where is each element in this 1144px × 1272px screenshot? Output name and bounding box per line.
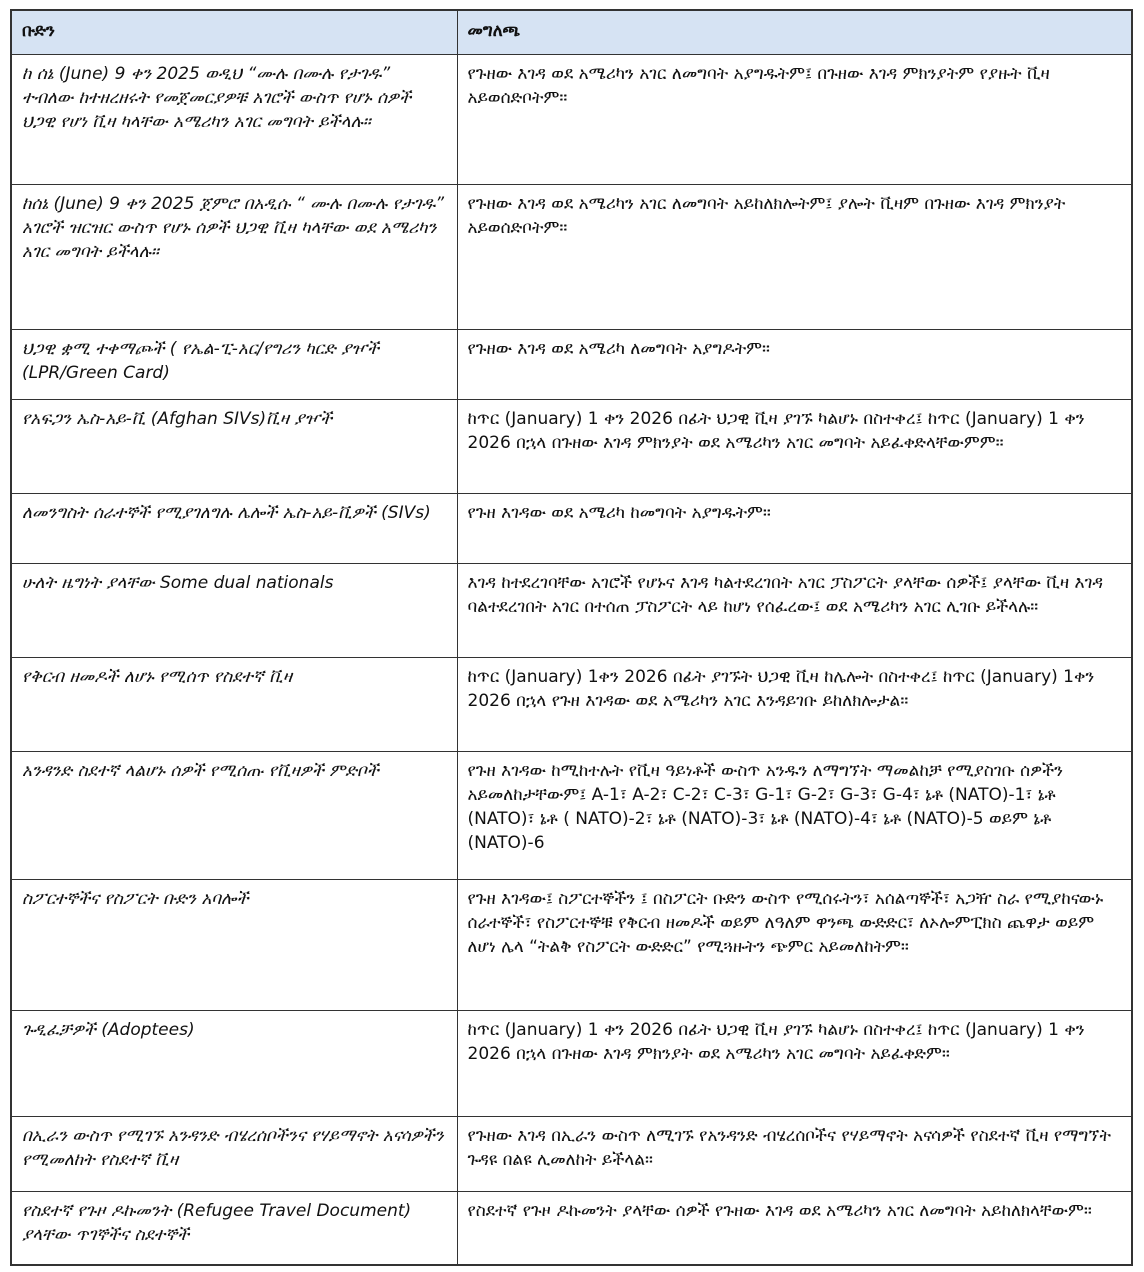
table-row [11, 751, 1132, 879]
table-row [11, 184, 1132, 329]
group-cell: የስደተኛ የጉዞ ዶኩመንት (Refugee Travel Document) ያላቸው ጥገኞችና ስደተኞች [11, 1191, 457, 1265]
table-header-row [11, 10, 1132, 54]
description-cell: ከጥር (January) 1 ቀን 2026 በፊት ህጋዊ ቪዛ ያገኙ ካልሆኑ በስተቀረ፤ ከጥር (January) 1 ቀን 2026 በኋላ በጉዘው እገዳ ምክንያት ወደ አሜሪካን አገር መግባት አይፈቀድላቸውምም። [457, 399, 1132, 493]
group-cell: ህጋዊ ቋሚ ተቀማጮች ( የኤል-ፒ-አር/የግሪን ካርድ ያዦች (LPR/Green Card) [11, 329, 457, 399]
description-cell: የጉዘ እገዳው ወደ አሜሪካ ከመግባት አያግዱትም። [457, 493, 1132, 563]
table-row [11, 879, 1132, 1010]
group-cell: የቅርብ ዘመዶች ለሆኑ የሚሰጥ የስደተኛ ቪዛ [11, 657, 457, 751]
description-cell: የጉዘ እገዳው፤ ስፖርተኞችን ፤ በስፖርት ቡድን ውስጥ የሚሰሩትን፣ አሰልጣኞች፣ አጋዥ ስራ የሚያከናውኑ ሰራተኞች፣ የስፖርተኞቹ የቅርብ ዘመዶች ወይም ለዓለም ዋንጫ ውድድር፣ ለኦሎምፒክስ ጨዋታ ወይም ለሆነ ሌላ “ትልቅ የስፖርት ውድድር” የሚጓዙትን ጭምር አይመለከትም። [457, 879, 1132, 1010]
group-cell: ጉዲፈቻዎች (Adoptees) [11, 1010, 457, 1116]
table-row [11, 1191, 1132, 1265]
column-header-description: መግለጫ [457, 10, 1132, 54]
description-cell: እገዳ ከተደረገባቸው አገሮች የሆኑና እገዳ ካልተደረገበት አገር ፓስፖርት ያላቸው ሰዎች፤ ያላቸው ቪዛ እገዳ ባልተደረገበት አገር በተሰጠ ፓስፖርት ላይ ከሆነ የሰፈረው፤ ወደ አሜሪካን አገር ሊገቡ ይችላሉ። [457, 563, 1132, 657]
table-row [11, 54, 1132, 184]
description-cell: የጉዘው እገዳ በኢራን ውስጥ ለሚገኙ የአንዳንድ ብሄረሰቦችና የሃይማኖት አናሳዎች የስደተኛ ቪዛ የማግኘት ጉዳዩ በልዩ ሊመለከት ይችላል። [457, 1116, 1132, 1191]
document [10, 9, 1131, 1266]
description-cell: ከጥር (January) 1 ቀን 2026 በፊት ህጋዊ ቪዛ ያገኙ ካልሆኑ በስተቀረ፤ ከጥር (January) 1 ቀን 2026 በኋላ በጉዘው እገዳ ምክንያት ወደ አሜሪካን አገር መግባት አይፈቀድም። [457, 1010, 1132, 1116]
group-cell: ሁለት ዜግነት ያላቸው Some dual nationals [11, 563, 457, 657]
column-header-group: ቡድን [11, 10, 457, 54]
description-cell: የጉዘው እገዳ ወደ አሜሪካ ለመግባት አያግዶትም። [457, 329, 1132, 399]
description-cell: የጉዘ እገዳው ከሚከተሉት የቪዛ ዓይነቶች ውስጥ አንዱን ለማግኘት ማመልከቻ የሚያስገቡ ሰዎችን አይመለከታቸውም፤ A-1፣ A-2፣ C-2፣ C-3፣ G-1፣ G-2፣ G-3፣ G-4፣ ኔቶ (NATO)-1፣ ኔቶ (NATO)፣ ኔቶ ( NATO)-2፣ ኔቶ (NATO)-3፣ ኔቶ (NATO)-4፣ ኔቶ (NATO)-5 ወይም ኔቶ (NATO)-6 [457, 751, 1132, 879]
group-cell: ከሰኔ (June) 9 ቀን 2025 ጀምሮ በአዲሱ “ ሙሉ በሙሉ የታገዱ” አገሮች ዝርዝር ውስጥ የሆኑ ሰዎች ህጋዊ ቪዛ ካላቸው ወደ አሜሪካን አገር መግባት ይችላሉ። [11, 184, 457, 329]
group-cell: የአፍጋን ኤስ-አይ-ቪ (Afghan SIVs)ቪዛ ያዦች [11, 399, 457, 493]
description-cell: የጉዘው እገዳ ወደ አሜሪካን አገር ለመግባት አያግዱትም፤ በጉዘው እገዳ ምክንያትም የያዙት ቪዛ አይወሰድቦትም። [457, 54, 1132, 184]
table-row [11, 399, 1132, 493]
table-row [11, 1010, 1132, 1116]
table-row [11, 493, 1132, 563]
table-row [11, 657, 1132, 751]
info-table [10, 9, 1133, 1266]
description-cell: የስደተኛ የጉዞ ዶኩመንት ያላቸው ሰዎች የጉዘው እገዳ ወደ አሜሪካን አገር ለመግባት አይከለክላቸውም። [457, 1191, 1132, 1265]
group-cell: በኢራን ውስጥ የሚገኙ አንዳንድ ብሄረሰቦችንና የሃይማኖት አናሳዎችን የሚመለከት የስደተኛ ቪዛ [11, 1116, 457, 1191]
description-cell: የጉዘው እገዳ ወደ አሜሪካን አገር ለመግባት አይከለክሎትም፤ ያሎት ቪዛም በጉዘው እገዳ ምክንያት አይወሰድቦትም። [457, 184, 1132, 329]
group-cell: ለመንግስት ሰራተኞች የሚያገለግሉ ሌሎች ኤስ-አይ-ቪዎች (SIVs) [11, 493, 457, 563]
table-row [11, 563, 1132, 657]
group-cell: ከ ሰኔ (June) 9 ቀን 2025 ወዲህ “ሙሉ በሙሉ የታገዱ” ተብለው ከተዘረዘሩት የመጀመርያዎቹ አገሮች ውስጥ የሆኑ ሰዎች ህጋዊ የሆነ ቪዛ ካላቸው አሜሪካን አገር መግባት ይችላሉ። [11, 54, 457, 184]
group-cell: አንዳንድ ስደተኛ ላልሆኑ ሰዎች የሚሰጡ የቪዛዎች ምድቦች [11, 751, 457, 879]
table-row [11, 329, 1132, 399]
description-cell: ከጥር (January) 1ቀን 2026 በፊት ያገኙት ህጋዊ ቪዛ ከሌሎት በስተቀረ፤ ከጥር (January) 1ቀን 2026 በኋላ የጉዘ እገዳው ወደ አሜሪካን አገር እንዳይገቡ ይከለክሎታል። [457, 657, 1132, 751]
table-row [11, 1116, 1132, 1191]
group-cell: ስፖርተኞችና የስፖርት ቡድን አባሎች [11, 879, 457, 1010]
